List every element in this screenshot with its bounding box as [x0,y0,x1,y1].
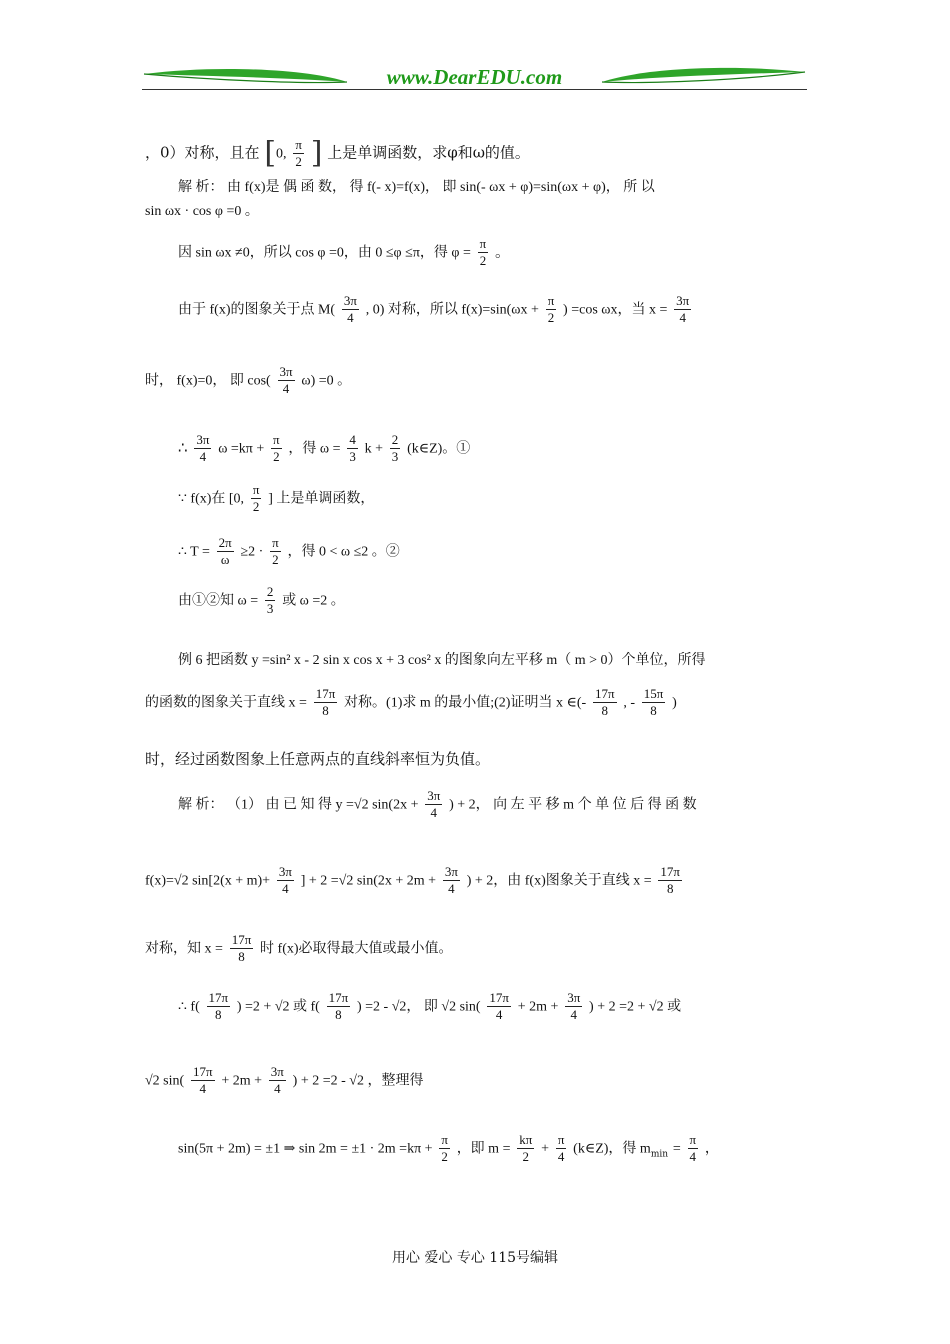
line-16: 对称，知 x = $\frac{17\pi}{8}$ 时 f(x)必取得最大值或最小值。 [145,932,453,964]
line-15: f(x)=√2 sin[2(x + m)+ $\frac{3\pi}{4}$ ] + 2 =√2 sin(2x + 2m + $\frac{3\pi}{4}$ ) + 2，由 f(x)图象关于直线 x = $\frac{17\pi}{8}$ [145,864,680,896]
line-10: 由①②知 ω = $\frac{2}{3}$ 或 ω =2 。 [178,584,345,616]
line-13: 时，经过函数图象上任意两点的直线斜率恒为负值。 [145,750,491,768]
line-3: sin ωx · cos φ =0 。 [145,204,259,219]
line-9: ∴ T = $\frac{2\pi}{\omega}$ ≥2 · $\frac{\pi}{2}$ ，得 0 < ω ≤2 。② [178,535,400,567]
line-11: 例 6 把函数 y =sin² x - 2 sin x cos x + 3 cos² x 的图象向左平移 m（ m > 0）个单位，所得 [178,653,706,668]
line-2: 解 析： 由 f(x)是 偶 函 数， 得 f(- x)=f(x)， 即 sin(- ωx + φ)=sin(ωx + φ)， 所 以 [178,180,655,195]
line-14: 解 析： （1） 由 已 知 得 y =√2 sin(2x + $\frac{3\pi}{4}$ ) + 2， 向 左 平 移 m 个 单 位 后 得 函 数 [178,788,697,820]
line-18: √2 sin( $\frac{17\pi}{4}$ + 2m + $\frac{3\pi}{4}$ ) + 2 =2 - √2 ，整理得 [145,1064,424,1096]
line-4: 因 sin ωx ≠0，所以 cos φ =0，由 0 ≤φ ≤π，得 φ = $\frac{\pi}{2}$ 。 [178,236,511,268]
line-5: 由于 f(x)的图象关于点 M( $\frac{3\pi}{4}$ , 0) 对称，所以 f(x)=sin(ωx + $\frac{\pi}{2}$ ) =cos ωx，当 x = $\frac{3\pi}{4}$ [178,293,690,325]
line-17: ∴ f( $\frac{17\pi}{8}$ ) =2 + √2 或 f( $\frac{17\pi}{8}$ ) =2 - √2， 即 √2 sin( $\frac{17\pi}{4}$ + 2m + $\frac{3\pi}{4}$ ) + 2 =2 + √2 或 [178,990,682,1022]
header-rule [142,89,807,90]
page-footer: 用心 爱心 专心 115号编辑 [391,1250,559,1266]
site-logo-text: www.DearEDU.com [386,65,563,89]
line-1: ，0）对称，且在 [0, $\frac{\pi}{2}$ ] 上是单调函数，求φ和ω的值。 [145,135,530,171]
line-8: ∵ f(x)在 [0, $\frac{\pi}{2}$ ] 上是单调函数， [178,482,375,514]
line-6: 时， f(x)=0， 即 cos( $\frac{3\pi}{4}$ ω) =0 。 [145,364,352,396]
line-19: sin(5π + 2m) = ±1 ⇒ sin 2m = ±1 · 2m =kπ + $\frac{\pi}{2}$ ，即 m = $\frac{k\pi}{2}$ + $\frac{\pi}{4}$ (k∈Z)，得 $m_{min}$ = $\frac{\pi}{4}$ ， [178,1132,719,1164]
line-12: 的函数的图象关于直线 x = $\frac{17\pi}{8}$ 对称。(1)求 m 的最小值;(2)证明当 x ∈(- $\frac{17\pi}{8}$ , - $\frac{15\pi}{8}$ ) [145,686,677,718]
line-7: ∴ $\frac{3\pi}{4}$ ω =kπ + $\frac{\pi}{2}$ ，得 ω = $\frac{4}{3}$ k + $\frac{2}{3}$ (k∈Z)。① [178,432,471,464]
